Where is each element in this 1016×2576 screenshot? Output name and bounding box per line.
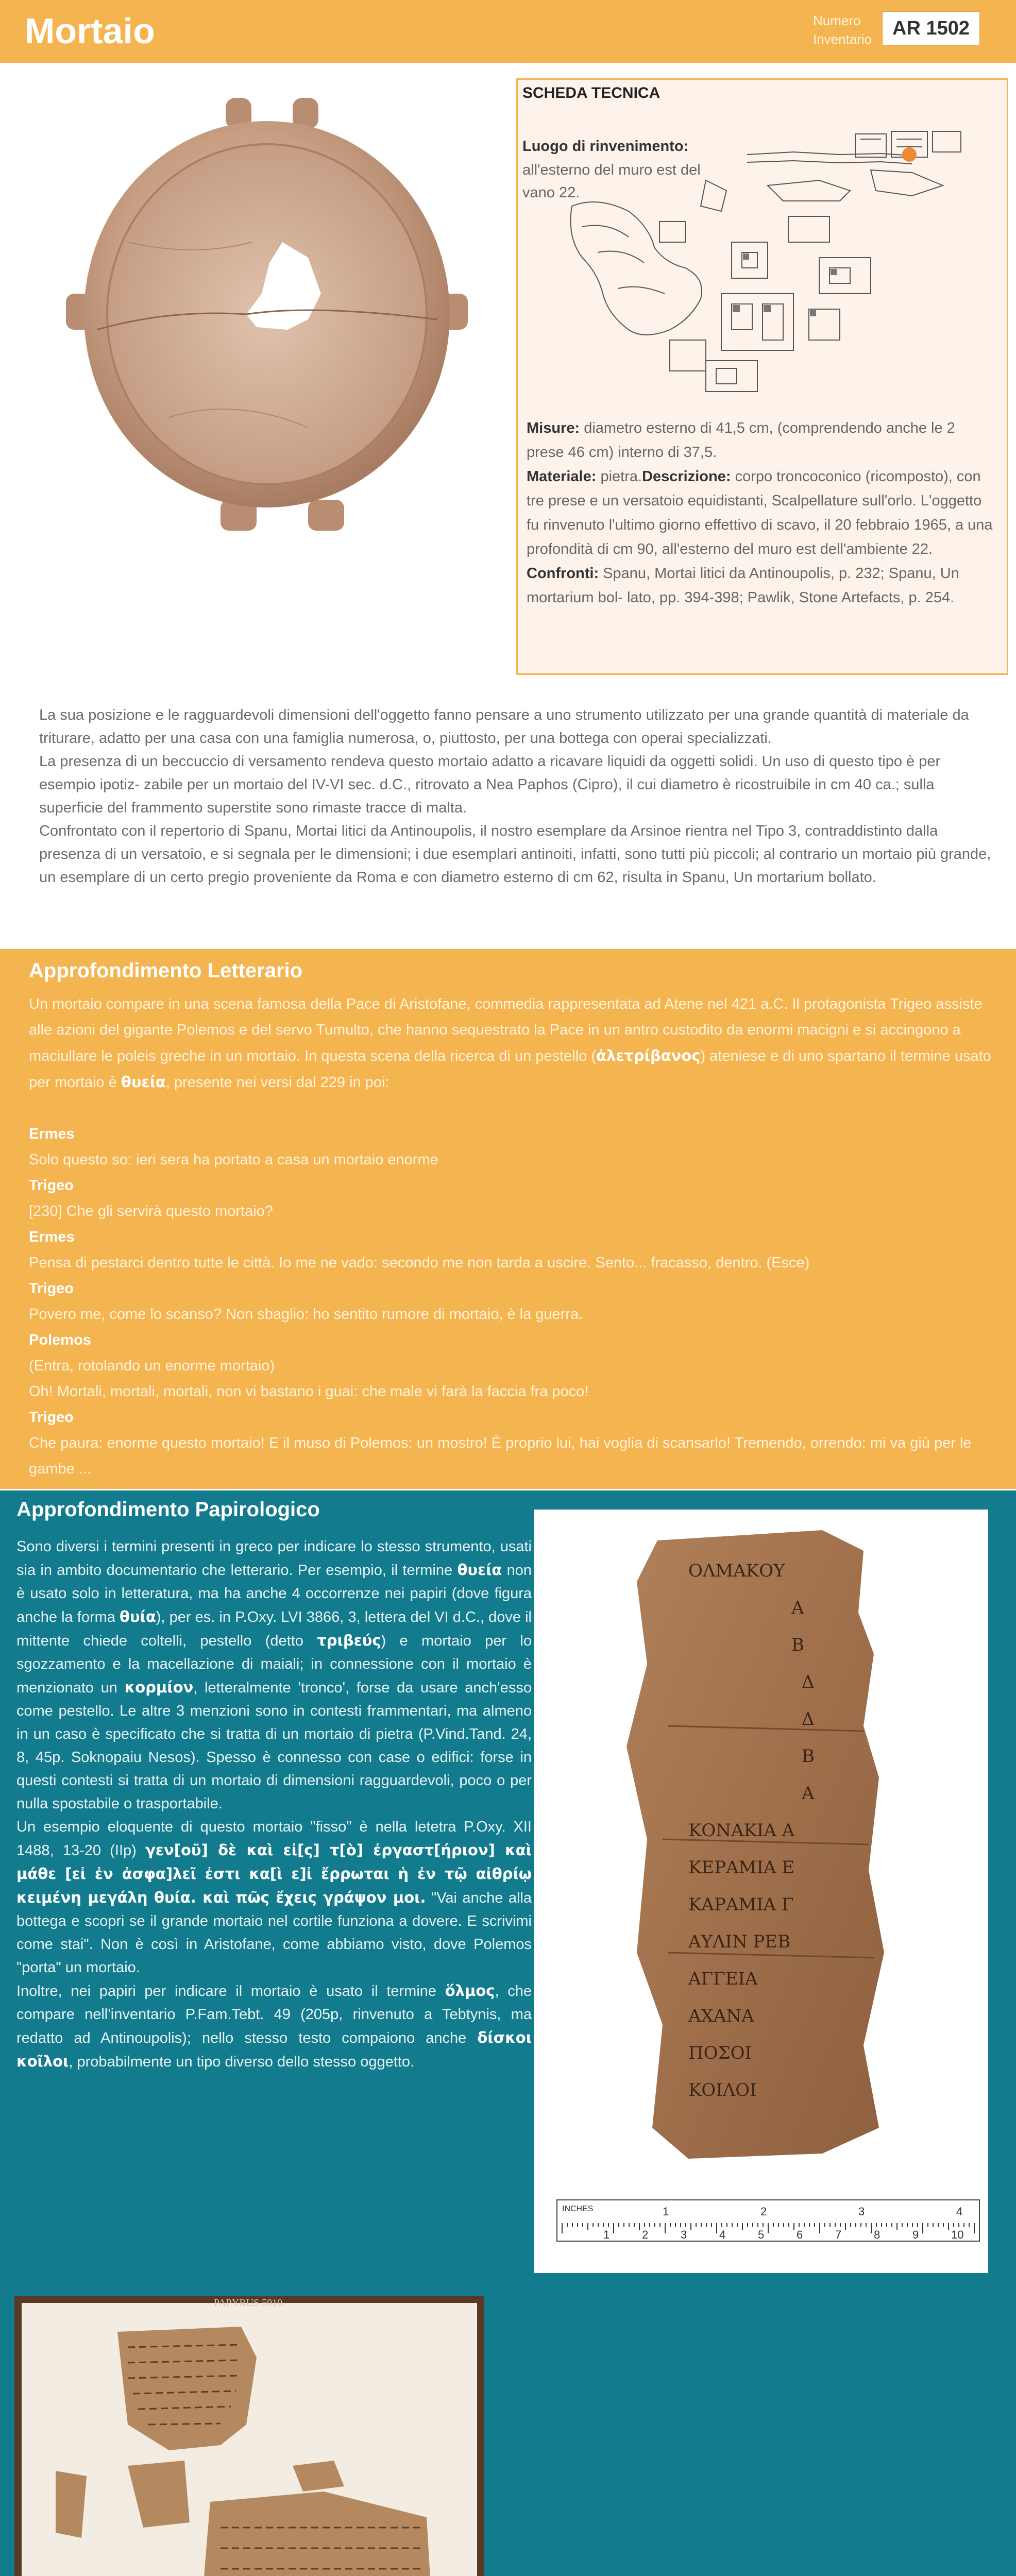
papyrus-line: ΚΑΡΑΜΙΑ Γ [688,1894,794,1915]
text-span: ), per es. in P.Oxy. LVI 3866, 3, lettera del VI d.C., dove il mittente chiede coltelli, pestello (detto [16,1609,532,1649]
greek-term: ἀλετρίβανος [596,1047,701,1064]
text-span: Un esempio eloquente di questo mortaio "fisso" è nella letetra P.Oxy. XII 1488, 13-20 (IIp) [16,1819,532,1859]
misure-text: diametro esterno di 41,5 cm, (comprendendo anche le 2 prese 46 cm) interno di 37,5. [527,420,955,461]
ruler-cm-label: 6 [797,2228,803,2241]
dialogue-speaker: Trigeo [29,1280,74,1297]
ruler-cm-label: 1 [603,2228,610,2241]
luogo-label: Luogo di rinvenimento: [522,138,689,155]
ruler [557,2200,979,2241]
confronti-text: Spanu, Mortai litici da Antinoupolis, p. 232; Spanu, Un mortarium bol- lato, pp. 394-398; Pawlik, Stone Artefacts, p. 254. [527,565,959,606]
ruler-inch-label: 1 [663,2205,669,2218]
letterario-intro [29,991,997,1095]
papyrus-line: ΚΕΡΑΜΙΑ Ε [688,1857,795,1878]
greek-term: δίσκοι κοῖλοι [16,2029,532,2070]
dialogue-speaker: Ermes [29,1126,75,1142]
intro-paragraph: La presenza di un beccuccio di versamento rendeva questo mortaio adatto a ricavare liquidi da oggetti solidi. Un uso di questo tipo è per esempio ipotiz- zabile per un mortaio del IV-VI sec. d.C., ritrovato a Nea Paphos (Cipro), il cui diametro è ricostruibile in cm 40 ca.; sulla superficie del frammento superstite sono rimaste tracce di malta. [39,753,941,816]
greek-term: τριβεύς [317,1632,381,1649]
ruler-cm-label: 3 [681,2228,687,2241]
materiale-text: pietra. [596,468,642,485]
papyrus-line: ΑΧΑΝΑ [688,2006,754,2026]
ruler-inch-label: 2 [760,2205,767,2218]
descrizione-label: Descrizione: [642,468,731,485]
ruler-cm-label: 9 [912,2228,919,2241]
dialogue-line: Pensa di pestarci dentro tutte le città. Io me ne vado: secondo me non tarda a uscire. Sento... fracasso, dentro. (Esce) [29,1255,810,1271]
ruler-label: INCHES [562,2205,594,2213]
intro-text [39,704,997,889]
inventory-label-line2: Inventario [813,31,872,47]
ruler-cm-label: 7 [835,2228,842,2241]
dialogue-speaker: Ermes [29,1229,75,1245]
papyrus-line: ΟΛΜΑΚΟΥ [688,1561,785,1581]
dialogue-speaker: Trigeo [29,1177,74,1194]
dialogue-line: Solo questo so: ieri sera ha portato a casa un mortaio enorme [29,1151,438,1168]
text-span: , che compare nell'inventario P.Fam.Tebt. 49 (205p, rinvenuto a Tebtynis, ma redatto ad Antinoupolis); nello stesso testo compaiono anche [16,1983,532,2046]
dialogue-line: Povero me, come lo scanso? Non sbaglio: ho sentito rumore di mortaio, è la guerra. [29,1306,583,1323]
papyrus-line: Β [802,1746,815,1767]
ruler-inch-label: 4 [956,2205,963,2218]
descrizione-text: corpo troncoconico (ricomposto), con tre prese e un versatoio equidistanti, Scalpellature sull'orlo. L'oggetto fu rinvenuto l'ultimo giorno effettivo di scavo, il 20 febbraio 1965, a una profondità di cm 90, all'esterno del muro est dell'ambiente 22. [527,468,993,557]
papyrus-line: Β [791,1635,804,1655]
text-span: , presente nei versi dal 229 in poi: [165,1074,390,1091]
confronti-label: Confronti: [527,565,599,582]
frame-label: PAPYRUS 5010. [213,2297,285,2309]
greek-term: θυία [120,1608,156,1625]
ruler-cm-label: 10 [951,2228,964,2241]
inventory-label-line1: Numero [813,13,861,28]
excavation-map [551,124,994,412]
dialogue-speaker: Trigeo [29,1409,74,1426]
papyrus-line: ΚΟΝΑΚΙΑ Α [688,1820,795,1841]
papirologico-paragraph [16,1535,532,1816]
dialogue-line: (Entra, rotolando un enorme mortaio) [29,1358,275,1374]
text-span: non è usato solo in letteratura, ma ha anche 4 occorrenze nei papiri (dove figura anche la forma [16,1562,532,1625]
papyrus-line: Α [802,1783,815,1804]
papyrus-line: Α [791,1598,804,1618]
text-span: Inoltre, nei papiri per indicare il mortaio è usato il termine [16,1983,445,1999]
greek-term: θυεία [121,1073,166,1091]
ruler-cm-label: 4 [719,2228,726,2241]
dialogue-line: Oh! Mortali, mortali, mortali, non vi bastano i guai: che male vi farà la faccia fra poco! [29,1383,589,1400]
materiale-label: Materiale: [527,468,597,485]
scheda-title: SCHEDA TECNICA [522,84,661,101]
text-span: , letteralmente 'tronco', forse da usare anch'esso come pestello. Le altre 3 menzioni sono in contesti frammentari, ma almeno in un caso è specificato che si tratta di un mortaio di pietra (P.Vind.Tand. 24, 8, 45p. Soknopaiu Nesos). Spesso è connesso con case o edifici: forse in questi contesti si tratta di un mortaio di dimensioni ragguardevoli, poco o per nulla spostabile o trasportabile. [16,1680,532,1812]
scheda-details [527,416,995,610]
text-span: ) ateniese e di uno spartano il termine usato per mortaio è [29,1048,991,1091]
text-span: Un mortaio compare in una scena famosa della Pace di Aristofane, commedia rappresentata ad Atene nel 421 a.C. Il protagonista Trigeo assiste alle azioni del gigante Polemos e del servo Tumulto, che hanno sequestrato la Pace in un antro custodito da enormi macigni e si accingono a maciullare le poleis greche in un mortaio. In questa scena della ricerca di un pestello ( [29,996,983,1064]
papyrus-line: Δ [802,1709,815,1730]
text-span: , probabilmente un tipo diverso dello stesso oggetto. [69,2054,415,2070]
papyrus-line: ΚΟΙΛΟΙ [688,2080,757,2100]
greek-quote: γεν[οῦ] δὲ καὶ εἰ[ς] τ[ὸ] ἐργαστ[ήριον] καὶ μάθε [εἰ ἐν ἀσφα]λεῖ ἐστι κα[ὶ ε]ἰ ἔρρωται ἡ ἐν τῷ αἰθρίῳ κειμένη μεγάλη θυία. καὶ πῶς ἔχεις γράψον μοι. [16,1841,532,1906]
greek-term: κορμίον [124,1679,194,1696]
papirologico-body [16,1535,532,2074]
text-span: Sono diversi i termini presenti in greco per indicare lo stesso strumento, usati sia in ambito documentario che letterario. Per esempio, il termine [16,1538,532,1579]
text-span: ) e mortaio per lo sgozzamento e la macellazione di maiali; in connessione con il mortaio è menzionato un [16,1633,532,1696]
inventory-value: AR 1502 [882,11,980,45]
letterario-body [29,991,997,1482]
papyrus-line: ΑΥΛΙΝ ΡΕΒ [688,1931,791,1952]
inventory-label [813,11,872,48]
intro-paragraph: La sua posizione e le ragguardevoli dimensioni dell'oggetto fanno pensare a uno strumento utilizzato per una grande quantità di materiale da triturare, adatto per una casa con una famiglia numerosa, o, piuttosto, per una bottega con operai specializzati. [39,707,969,747]
framed-papyrus-photo [14,2296,484,2576]
ruler-inch-label: 3 [858,2205,865,2218]
dialogue-line: Che paura: enorme questo mortaio! E il muso di Polemos: un mostro! È proprio lui, hai voglia di scansarlo! Tremendo, orrendo: mi va giù per le gambe ... [29,1435,972,1477]
papyrus-line: ΑΓΓΕΙΑ [688,1969,758,1989]
ruler-cm-label: 2 [642,2228,649,2241]
papirologico-paragraph [16,1979,532,2074]
papyrus-photo [534,1510,988,2273]
ruler-cm-label: 8 [874,2228,880,2241]
luogo-text: all'esterno del muro est del vano 22. [522,162,701,201]
intro-paragraph: Confrontato con il repertorio di Spanu, Mortai litici da Antinoupolis, il nostro esemplare da Arsinoe rientra nel Tipo 3, contraddistinto dalla presenza di un versatoio, e si segnala per le dimensioni; i due esemplari antinoiti, infatti, sono tutti più piccoli; al contrario un mortaio più grande, un esemplare di un certo pregio proveniente da Roma e con diametro esterno di cm 62, risulta in Spanu, Un mortarium bollato. [39,823,991,886]
papyrus-line: Δ [802,1672,815,1692]
papirologico-title: Approfondimento Papirologico [16,1498,320,1521]
misure-label: Misure: [527,420,580,436]
page-title: Mortaio [25,11,155,51]
papirologico-paragraph [16,1816,532,1979]
text-span: "Vai anche alla bottega e scopri se il grande mortaio nel cortile funziona a dovere. E scrivimi come stai". Non è così in Aristofane, come abbiamo visto, dove Polemos "porta" un mortaio. [16,1890,532,1976]
dialogue-line: [230] Che gli servirà questo mortaio? [29,1203,273,1219]
papyrus-line: ΠΟΣΟΙ [688,2043,752,2063]
mortar-image [66,88,468,541]
ruler-cm-label: 5 [758,2228,765,2241]
dialogue-speaker: Polemos [29,1332,91,1348]
letterario-title: Approfondimento Letterario [29,959,303,982]
greek-term: θυεία [457,1561,502,1579]
greek-term: ὅλμος [445,1982,495,1999]
